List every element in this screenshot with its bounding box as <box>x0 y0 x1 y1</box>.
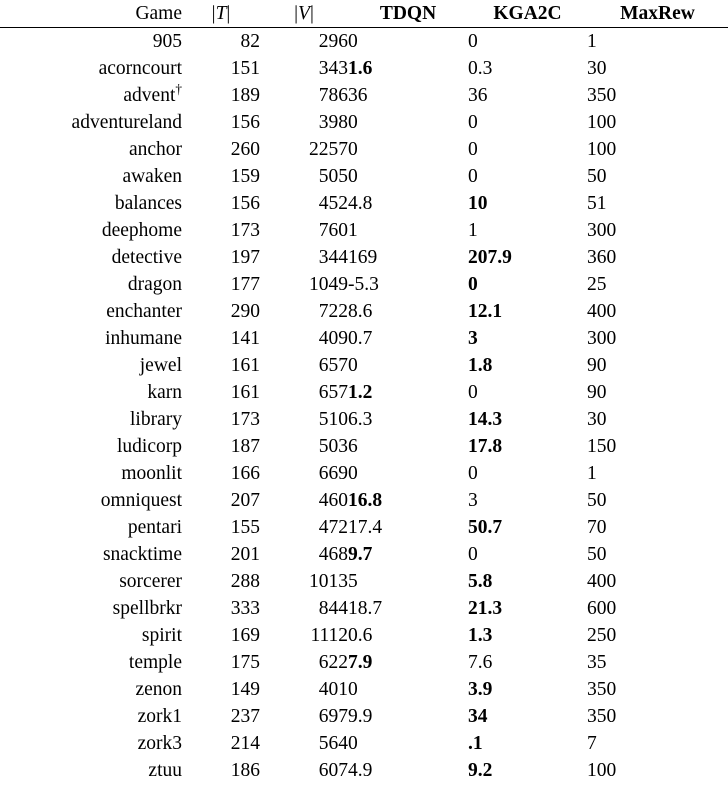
cell-vocabulary: 344 <box>318 246 348 268</box>
cell-tdqn: 16.8 <box>348 489 383 511</box>
cell-transitions: 82 <box>240 30 260 52</box>
cell-tdqn: 4.9 <box>348 759 373 781</box>
cell-tdqn: 1.2 <box>348 381 373 403</box>
column-header-kga2c: KGA2C <box>493 2 562 24</box>
cell-maxrew: 25 <box>587 273 607 295</box>
cell-maxrew: 50 <box>587 543 607 565</box>
cell-game: zenon <box>135 678 182 700</box>
cell-vocabulary: 697 <box>318 705 348 727</box>
cell-kga2c: 0 <box>468 273 478 295</box>
cell-transitions: 186 <box>230 759 260 781</box>
cell-game: deephome <box>101 219 182 241</box>
cell-tdqn: 7.9 <box>348 651 373 673</box>
cell-tdqn: 18.7 <box>348 597 383 619</box>
cell-tdqn: 169 <box>348 246 378 268</box>
cell-kga2c: 17.8 <box>468 435 503 457</box>
cell-tdqn: 4.8 <box>348 192 373 214</box>
cell-vocabulary: 409 <box>318 327 348 349</box>
cell-tdqn: 1.6 <box>348 57 373 79</box>
cell-kga2c: 0 <box>468 165 478 187</box>
cell-transitions: 173 <box>230 408 260 430</box>
table-row <box>0 298 728 325</box>
cell-vocabulary: 343 <box>318 57 348 79</box>
cell-transitions: 201 <box>230 543 260 565</box>
table-row <box>0 325 728 352</box>
cell-game: dragon <box>127 273 182 295</box>
cell-transitions: 175 <box>230 651 260 673</box>
cell-kga2c: 1.8 <box>468 354 493 376</box>
cell-maxrew: 50 <box>587 165 607 187</box>
cell-maxrew: 150 <box>587 435 617 457</box>
cell-maxrew: 100 <box>587 111 617 133</box>
table-row <box>0 352 728 379</box>
cell-transitions: 155 <box>230 516 260 538</box>
cell-kga2c: 3 <box>468 489 478 511</box>
cell-tdqn: 5 <box>348 570 358 592</box>
cell-game: moonlit <box>121 462 182 484</box>
cell-tdqn: 0 <box>348 354 358 376</box>
cell-tdqn: 0 <box>348 111 358 133</box>
cell-kga2c: 0.3 <box>468 57 493 79</box>
table-row <box>0 136 728 163</box>
cell-maxrew: 400 <box>587 300 617 322</box>
cell-maxrew: 100 <box>587 759 617 781</box>
cell-transitions: 290 <box>230 300 260 322</box>
cell-maxrew: 400 <box>587 570 617 592</box>
cell-maxrew: 350 <box>587 678 617 700</box>
cell-tdqn: 9.7 <box>348 543 373 565</box>
cell-vocabulary: 1112 <box>310 624 348 646</box>
cell-game: acorncourt <box>98 57 182 79</box>
cell-game: enchanter <box>106 300 182 322</box>
cell-game: temple <box>128 651 182 673</box>
table-row <box>0 622 728 649</box>
cell-tdqn: 17.4 <box>348 516 383 538</box>
cell-tdqn: 8.6 <box>348 300 373 322</box>
cell-tdqn: 0 <box>348 678 358 700</box>
cell-kga2c: 34 <box>468 705 488 727</box>
cell-game: anchor <box>128 138 182 160</box>
cell-transitions: 156 <box>230 111 260 133</box>
cell-tdqn: 0 <box>348 462 358 484</box>
cell-maxrew: 30 <box>587 408 607 430</box>
cell-tdqn: 6.3 <box>348 408 373 430</box>
cell-game: balances <box>114 192 182 214</box>
cell-game: inhumane <box>105 327 182 349</box>
cell-transitions: 214 <box>230 732 260 754</box>
cell-vocabulary: 510 <box>318 408 348 430</box>
cell-vocabulary: 503 <box>318 435 348 457</box>
column-header-maxrew: MaxRew <box>620 2 695 24</box>
cell-game: awaken <box>122 165 182 187</box>
cell-transitions: 161 <box>230 381 260 403</box>
table-row <box>0 676 728 703</box>
cell-maxrew: 51 <box>587 192 607 214</box>
cell-game: adventureland <box>71 111 182 133</box>
cell-maxrew: 300 <box>587 219 617 241</box>
cell-transitions: 151 <box>230 57 260 79</box>
cell-kga2c: 21.3 <box>468 597 503 619</box>
cell-maxrew: 300 <box>587 327 617 349</box>
cell-game: library <box>130 408 182 430</box>
cell-transitions: 169 <box>230 624 260 646</box>
cell-maxrew: 1 <box>587 30 597 52</box>
cell-transitions: 173 <box>230 219 260 241</box>
cell-kga2c: 36 <box>468 84 488 106</box>
table-row <box>0 82 728 109</box>
table-row <box>0 703 728 730</box>
table-row <box>0 649 728 676</box>
cell-transitions: 237 <box>230 705 260 727</box>
cell-kga2c: 7.6 <box>468 651 493 673</box>
header-row <box>0 0 728 28</box>
cell-kga2c: .1 <box>468 732 483 754</box>
cell-maxrew: 1 <box>587 462 597 484</box>
cell-transitions: 141 <box>230 327 260 349</box>
cell-vocabulary: 1049 <box>309 273 348 295</box>
cell-tdqn: 9.9 <box>348 705 373 727</box>
cell-game: detective <box>111 246 182 268</box>
cell-vocabulary: 452 <box>318 192 348 214</box>
cell-vocabulary: 2257 <box>309 138 348 160</box>
cell-transitions: 161 <box>230 354 260 376</box>
cell-kga2c: 12.1 <box>468 300 503 322</box>
cell-kga2c: 5.8 <box>468 570 493 592</box>
table-row <box>0 433 728 460</box>
cell-kga2c: 0 <box>468 138 478 160</box>
cell-game: snacktime <box>102 543 182 565</box>
cell-transitions: 260 <box>230 138 260 160</box>
cell-vocabulary: 1013 <box>309 570 348 592</box>
cell-kga2c: 0 <box>468 111 478 133</box>
cell-transitions: 159 <box>230 165 260 187</box>
cell-game: zork1 <box>137 705 182 727</box>
cell-vocabulary: 760 <box>318 219 348 241</box>
cell-maxrew: 360 <box>587 246 617 268</box>
table-row <box>0 406 728 433</box>
table-row <box>0 757 728 784</box>
cell-kga2c: 0 <box>468 462 478 484</box>
cell-game: ztuu <box>148 759 182 781</box>
cell-kga2c: 1 <box>468 219 478 241</box>
cell-maxrew: 50 <box>587 489 607 511</box>
dagger-marker-icon: † <box>175 81 182 97</box>
cell-kga2c: 0 <box>468 30 478 52</box>
cell-vocabulary: 657 <box>318 354 348 376</box>
table-row <box>0 379 728 406</box>
table-row <box>0 217 728 244</box>
cell-vocabulary: 505 <box>318 165 348 187</box>
cell-game: ludicorp <box>117 435 182 457</box>
table-row <box>0 541 728 568</box>
cell-vocabulary: 398 <box>318 111 348 133</box>
cell-maxrew: 90 <box>587 354 607 376</box>
table-row <box>0 730 728 757</box>
column-header-game: Game <box>135 2 182 24</box>
cell-transitions: 177 <box>230 273 260 295</box>
cell-transitions: 189 <box>230 84 260 106</box>
cell-game: karn <box>147 381 182 403</box>
cell-tdqn: -5.3 <box>348 273 379 295</box>
table-header <box>0 0 728 28</box>
cell-game: spirit <box>141 624 182 646</box>
table-row <box>0 244 728 271</box>
cell-tdqn: 6 <box>348 435 358 457</box>
table-row <box>0 190 728 217</box>
table-row <box>0 514 728 541</box>
cell-maxrew: 350 <box>587 705 617 727</box>
cell-kga2c: 3 <box>468 327 478 349</box>
cell-game: omniquest <box>100 489 182 511</box>
cell-kga2c: 0 <box>468 543 478 565</box>
cell-kga2c: 3.9 <box>468 678 493 700</box>
column-header-vocabulary: |V| <box>294 2 314 24</box>
cell-vocabulary: 472 <box>318 516 348 538</box>
cell-tdqn: 0 <box>348 732 358 754</box>
cell-tdqn: 36 <box>348 84 368 106</box>
cell-transitions: 207 <box>230 489 260 511</box>
table-row <box>0 55 728 82</box>
cell-tdqn: 0.6 <box>348 624 373 646</box>
table-row <box>0 271 728 298</box>
table-body <box>0 28 728 785</box>
cell-kga2c: 50.7 <box>468 516 503 538</box>
cell-game: zork3 <box>137 732 182 754</box>
cell-vocabulary: 786 <box>318 84 348 106</box>
cell-vocabulary: 657 <box>318 381 348 403</box>
cell-vocabulary: 669 <box>318 462 348 484</box>
cell-transitions: 197 <box>230 246 260 268</box>
cell-game: advent† <box>123 81 182 106</box>
cell-transitions: 149 <box>230 678 260 700</box>
cell-maxrew: 30 <box>587 57 607 79</box>
cell-maxrew: 90 <box>587 381 607 403</box>
cell-game: jewel <box>139 354 182 376</box>
cell-tdqn: 0 <box>348 30 358 52</box>
cell-maxrew: 100 <box>587 138 617 160</box>
cell-kga2c: 14.3 <box>468 408 503 430</box>
column-header-tdqn: TDQN <box>379 2 437 24</box>
cell-vocabulary: 296 <box>318 30 348 52</box>
cell-kga2c: 10 <box>468 192 488 214</box>
cell-tdqn: 1 <box>348 219 358 241</box>
cell-vocabulary: 468 <box>318 543 348 565</box>
cell-kga2c: 207.9 <box>468 246 512 268</box>
cell-maxrew: 600 <box>587 597 617 619</box>
cell-kga2c: 0 <box>468 381 478 403</box>
cell-maxrew: 350 <box>587 84 617 106</box>
table-row <box>0 595 728 622</box>
table-row <box>0 28 728 56</box>
cell-vocabulary: 564 <box>318 732 348 754</box>
cell-tdqn: 0 <box>348 165 358 187</box>
cell-vocabulary: 607 <box>318 759 348 781</box>
cell-maxrew: 70 <box>587 516 607 538</box>
cell-vocabulary: 622 <box>318 651 348 673</box>
cell-game: pentari <box>127 516 182 538</box>
table-row <box>0 568 728 595</box>
cell-transitions: 187 <box>230 435 260 457</box>
cell-maxrew: 250 <box>587 624 617 646</box>
table-row <box>0 460 728 487</box>
cell-transitions: 156 <box>230 192 260 214</box>
table-row <box>0 109 728 136</box>
cell-vocabulary: 460 <box>318 489 348 511</box>
cell-transitions: 288 <box>230 570 260 592</box>
cell-vocabulary: 401 <box>318 678 348 700</box>
cell-tdqn: 0.7 <box>348 327 373 349</box>
table-row <box>0 487 728 514</box>
cell-vocabulary: 722 <box>318 300 348 322</box>
cell-kga2c: 1.3 <box>468 624 493 646</box>
cell-kga2c: 9.2 <box>468 759 493 781</box>
column-header-transitions: |T| <box>211 2 231 24</box>
table-row <box>0 163 728 190</box>
cell-transitions: 166 <box>230 462 260 484</box>
cell-tdqn: 0 <box>348 138 358 160</box>
cell-maxrew: 7 <box>587 732 597 754</box>
cell-transitions: 333 <box>230 597 260 619</box>
cell-maxrew: 35 <box>587 651 607 673</box>
cell-game: 905 <box>152 30 182 52</box>
cell-game: sorcerer <box>119 570 182 592</box>
cell-game: spellbrkr <box>112 597 182 619</box>
cell-vocabulary: 844 <box>318 597 348 619</box>
